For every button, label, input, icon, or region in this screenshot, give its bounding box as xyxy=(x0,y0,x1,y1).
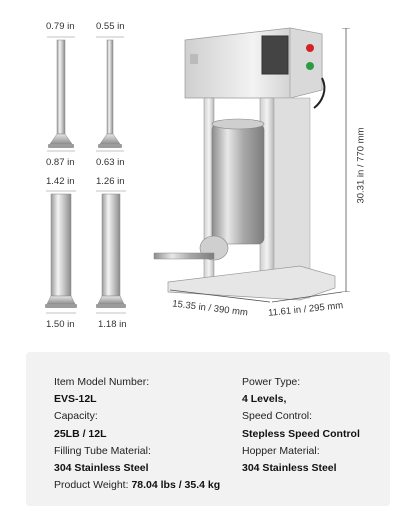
spec-weight-row xyxy=(54,477,220,494)
spec-label-tube-material: Filling Tube Material: xyxy=(54,444,151,457)
spec-label-weight: Product Weight: xyxy=(54,479,129,492)
spec-label-hopper: Hopper Material: xyxy=(242,444,320,457)
height-dimension-line xyxy=(342,28,350,292)
specs-left-column xyxy=(54,374,220,494)
spec-label-capacity: Capacity: xyxy=(54,410,98,423)
specs-right-column xyxy=(242,374,360,477)
spec-label-model: Item Model Number: xyxy=(54,376,150,388)
tube3-bottom-dim: 1.50 in xyxy=(46,319,75,330)
filling-tube-small-1 xyxy=(44,34,78,154)
depth-dim-label: 11.61 in / 295 mm xyxy=(267,300,344,319)
width-dim-label: 15.35 in / 390 mm xyxy=(171,298,249,319)
spec-value-tube-material: 304 Stainless Steel xyxy=(54,461,149,474)
filling-tube-large-1 xyxy=(42,188,80,318)
spec-label-power: Power Type: xyxy=(242,376,301,388)
spec-value-weight: 78.04 lbs / 35.4 kg xyxy=(131,479,221,492)
tube3-top-dim: 1.42 in xyxy=(46,176,75,187)
tube4-top-dim: 1.26 in xyxy=(96,176,125,187)
tube2-top-dim: 0.55 in xyxy=(96,21,125,32)
tube1-bottom-dim: 0.87 in xyxy=(46,157,75,168)
spec-value-power: 4 Levels, xyxy=(242,393,287,406)
filling-tube-small-2 xyxy=(93,34,127,154)
tube4-bottom-dim: 1.18 in xyxy=(98,319,127,330)
tube1-top-dim: 0.79 in xyxy=(46,21,75,32)
filling-tube-large-2 xyxy=(92,188,130,318)
spec-value-hopper: 304 Stainless Steel xyxy=(242,461,337,474)
sausage-stuffer-image xyxy=(150,20,350,310)
spec-value-model: EVS-12L xyxy=(54,393,97,406)
spec-value-speed: Stepless Speed Control xyxy=(242,427,360,440)
spec-value-capacity: 25LB / 12L xyxy=(54,427,107,440)
specs-panel xyxy=(26,352,390,506)
spec-label-speed: Speed Control: xyxy=(242,410,313,423)
tube2-bottom-dim: 0.63 in xyxy=(96,157,125,168)
height-dim-label: 30.31 in / 770 mm xyxy=(355,127,367,204)
